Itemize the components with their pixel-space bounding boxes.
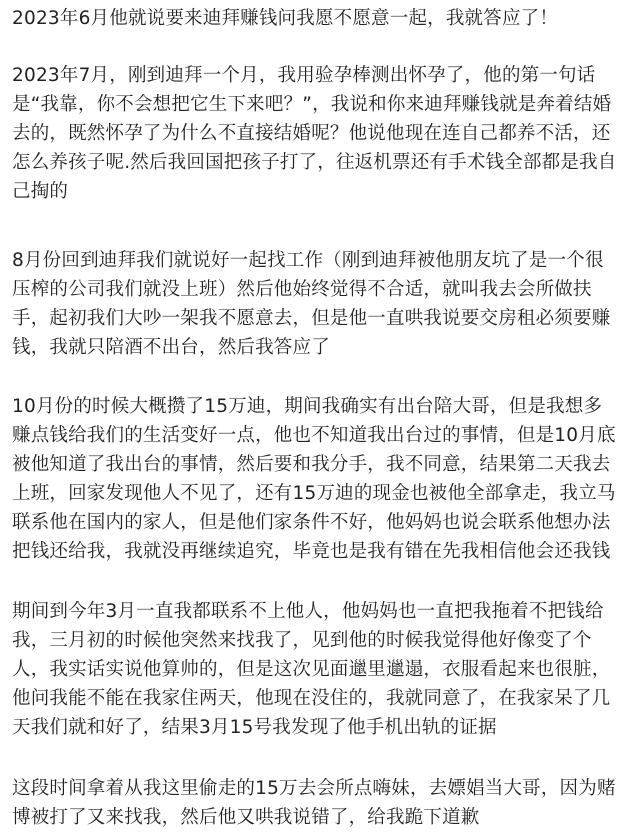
text-line: 压榨的公司我们就没上班）然后他始终觉得不合适，就叫我去会所做扶 [12, 279, 592, 300]
paragraph-4 [12, 392, 618, 566]
text-line: 8月份回到迪拜我们就说好一起找工作（刚到迪拜被他朋友坑了是一个很 [12, 250, 604, 271]
text-line: 被他知道了我出台的事情，然后要和我分手，我不同意，结果第二天我去 [12, 454, 611, 475]
text-line: 己掏的 [12, 181, 69, 202]
text-line: 他问我能不能在我家住两天，他现在没住的，我就同意了，在我家呆了几 [12, 688, 611, 709]
text-line: 去的，既然怀孕了为什么不直接结婚呢？他说他现在连自己都养不活，还 [12, 123, 611, 144]
paragraph-2 [12, 61, 618, 206]
text-line: 是“我靠，你不会想把它生下来吧？”，我说和你来迪拜赚钱就是奔着结婚 [12, 94, 612, 115]
text-line: 2023年7月，刚到迪拜一个月，我用验孕棒测出怀孕了，他的第一句话 [12, 65, 596, 86]
text-line: 钱，我就只陪酒不出台，然后我答应了 [12, 337, 330, 358]
text-line: 博被打了又来找我，然后他又哄我说错了，给我跪下道歉 [12, 807, 480, 828]
text-line: 这段时间拿着从我这里偷走的15万去会所点嗨妹，去嫖娼当大哥，因为赌 [12, 778, 616, 799]
text-line: 赚点钱给我们的生活变好一点，他也不知道我出台过的事情，但是10月底 [12, 425, 616, 446]
text-line: 期间到今年3月一直我都联系不上他人，他妈妈也一直把我拖着不把钱给 [12, 601, 604, 622]
text-line: 2023年6月他就说要来迪拜赚钱问我愿不愿意一起，我就答应了！ [12, 8, 559, 29]
text-line: 怎么养孩子呢.然后我回国把孩子打了，往返机票还有手术钱全部都是我自 [12, 152, 617, 173]
paragraph-6 [12, 774, 618, 832]
text-line: 我，三月初的时候他突然来找我了，见到他的时候我觉得他好像变了个 [12, 630, 592, 651]
paragraph-5 [12, 597, 618, 742]
text-line: 人，我实话实说他算帅的，但是这次见面邋里邋遢，衣服看起来也很脏， [12, 659, 611, 680]
text-line: 联系他在国内的家人，但是他们家条件不好，他妈妈也说会联系他想办法 [12, 512, 611, 533]
text-line: 10月份的时候大概攒了15万迪，期间我确实有出台陪大哥，但是我想多 [12, 396, 603, 417]
text-line: 上班，回家发现他人不见了，还有15万迪的现金也被他全部拿走，我立马 [12, 483, 616, 504]
text-line: 天我们就和好了，结果3月15号我发现了他手机出轨的证据 [12, 717, 497, 738]
paragraph-1 [12, 4, 618, 33]
text-line: 手，起初我们大吵一架我不愿意去，但是他一直哄我说要交房租必须要赚 [12, 308, 611, 329]
text-line: 把钱还给我，我就没再继续追究，毕竟也是我有错在先我相信他会还我钱 [12, 541, 611, 562]
paragraph-3 [12, 246, 618, 362]
